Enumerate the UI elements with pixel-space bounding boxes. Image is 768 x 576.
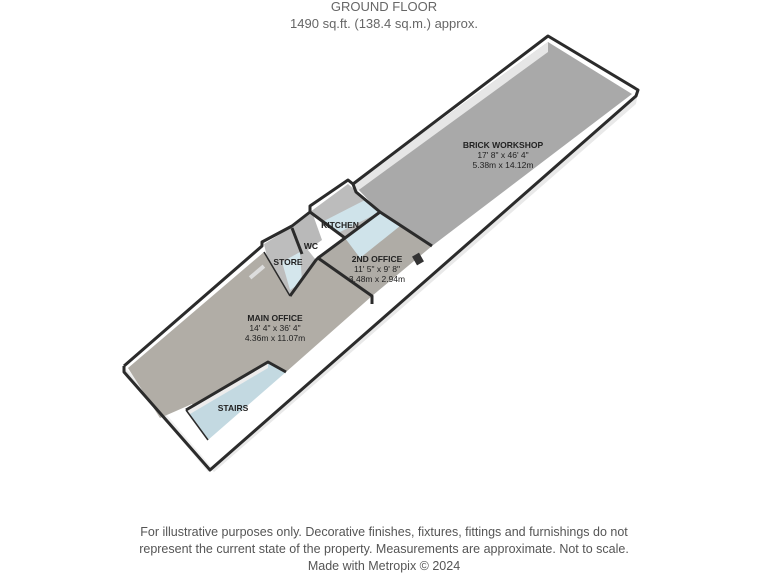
floor-title: GROUND FLOOR: [330, 0, 438, 14]
label-kitchen: KITCHEN: [321, 220, 359, 230]
label-main-office: MAIN OFFICE 14' 4" x 36' 4" 4.36m x 11.07m: [244, 313, 306, 343]
floor-area: 1490 sq.ft. (138.4 sq.m.) approx.: [290, 16, 478, 31]
disclaimer-line-2: represent the current state of the property. Measurements are approximate. Not to scale.: [139, 542, 629, 556]
label-stairs: STAIRS: [217, 403, 249, 413]
disclaimer-line-1: For illustrative purposes only. Decorative finishes, fixtures, fittings and furnishings do not: [140, 525, 628, 539]
label-office2: 2ND OFFICE 11' 5" x 9' 8" 3.48m x 2.94m: [348, 254, 406, 284]
credit-line: Made with Metropix © 2024: [307, 559, 461, 573]
label-store: STORE: [273, 257, 303, 267]
label-wc: WC: [303, 241, 319, 251]
label-workshop: BRICK WORKSHOP 17' 8" x 46' 4" 5.38m x 14.12m: [462, 140, 544, 170]
